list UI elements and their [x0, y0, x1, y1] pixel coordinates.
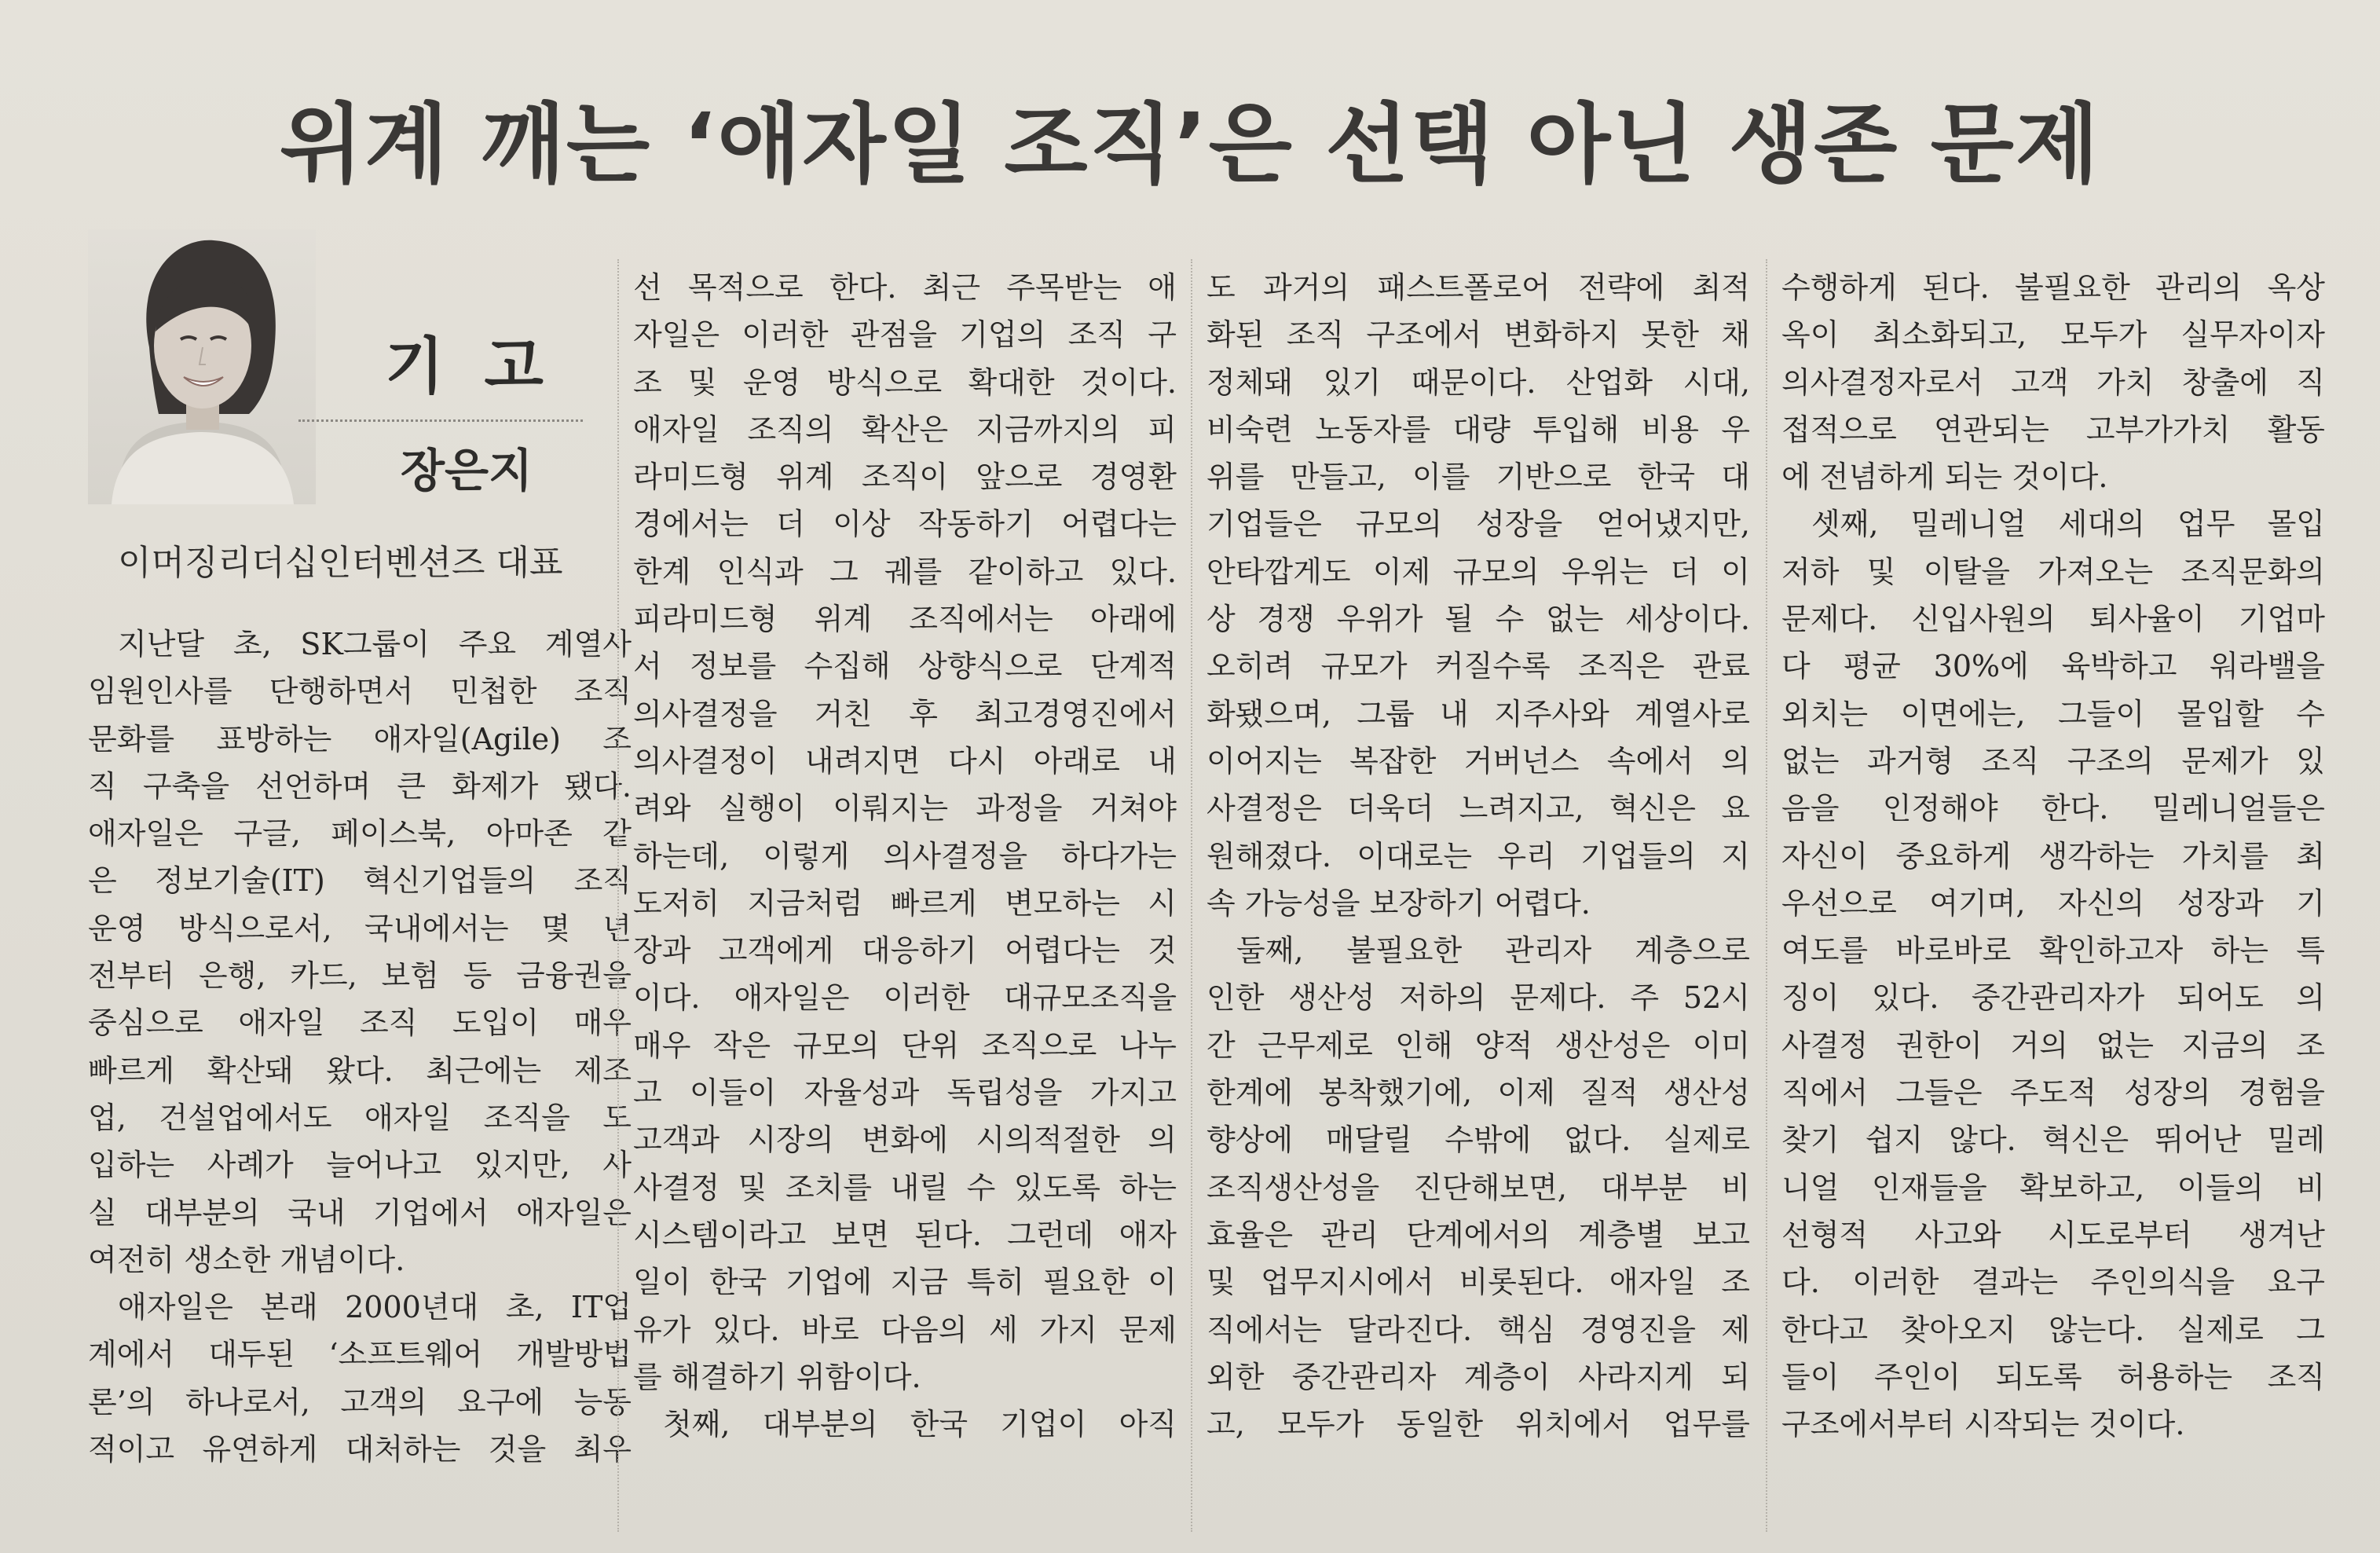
article-line: 매우 작은 규모의 단위 조직으로 나누	[633, 1027, 1177, 1063]
byline-label: 기 고	[385, 331, 553, 402]
article-line: 효율은 관리 단계에서의 계층별 보고	[1206, 1217, 1750, 1252]
headline: 위계 깨는 ‘애자일 조직’은 선택 아닌 생존 문제	[279, 94, 2101, 195]
article-line: 니얼 인재들을 확보하고, 이들의 비	[1781, 1170, 2325, 1205]
article-line: 중심으로 애자일 조직 도입이 매우	[88, 1005, 632, 1041]
article-line: 외치는 이면에는, 그들이 몰입할 수	[1781, 696, 2325, 731]
article-line: 찾기 쉽지 않다. 혁신은 뛰어난 밀레	[1781, 1123, 2325, 1158]
article-line: 수행하게 된다. 불필요한 관리의 옥상	[1781, 270, 2325, 305]
article-line: 직 구축을 선언하며 큰 화제가 됐다.	[88, 768, 632, 804]
article-line: 적이고 유연하게 대처하는 것을 최우	[88, 1432, 632, 1467]
article-line: 고객과 시장의 변화에 시의적절한 의	[633, 1123, 1177, 1158]
article-line: 여도를 바로바로 확인하고자 하는 특	[1781, 933, 2325, 969]
article-line: 둘째, 불필요한 관리자 계층으로	[1236, 933, 1750, 969]
article-line: 자신이 중요하게 생각하는 가치를 최	[1781, 838, 2325, 874]
article-line: 여전히 생소한 개념이다.	[88, 1242, 405, 1277]
article-line: 라미드형 위계 조직이 앞으로 경영환	[633, 460, 1177, 495]
article-line: 구조에서부터 시작되는 것이다.	[1781, 1407, 2185, 1442]
article-line: 사결정 권한이 거의 없는 지금의 조	[1781, 1027, 2325, 1063]
article-line: 들이 주인이 되도록 허용하는 조직	[1781, 1359, 2325, 1394]
article-line: 저하 및 이탈을 가져오는 조직문화의	[1781, 554, 2325, 589]
article-line: 하는데, 이렇게 의사결정을 하다가는	[633, 838, 1177, 874]
article-line: 업, 건설업에서도 애자일 조직을 도	[88, 1100, 632, 1135]
author-organization: 이머징리더십인터벤션즈 대표	[118, 543, 563, 583]
article-line: 원해졌다. 이대로는 우리 기업들의 지	[1206, 838, 1750, 874]
article-column-3	[1206, 264, 1750, 1448]
article-line: 셋째, 밀레니얼 세대의 업무 몰입	[1811, 507, 2325, 542]
article-line: 및 업무지시에서 비롯된다. 애자일 조	[1206, 1265, 1750, 1300]
article-line: 일이 한국 기업에 지금 특히 필요한 이	[633, 1265, 1177, 1300]
article-line: 징이 있다. 중간관리자가 되어도 의	[1781, 980, 2325, 1016]
article-line: 직에서 그들은 주도적 성장의 경험을	[1781, 1075, 2325, 1111]
article-line: 직에서는 달라진다. 핵심 경영진을 제	[1206, 1312, 1750, 1347]
article-line: 서 정보를 수집해 상향식으로 단계적	[633, 649, 1177, 684]
article-line: 접적으로 연관되는 고부가가치 활동	[1781, 412, 2325, 447]
article-line: 조직생산성을 진단해보면, 대부분 비	[1206, 1170, 1750, 1205]
author-name: 장은지	[401, 444, 533, 497]
article-line: 임원인사를 단행하면서 민첩한 조직	[88, 674, 632, 709]
article-line: 지난달 초, SK그룹이 주요 계열사	[118, 627, 632, 661]
article-line: 의사결정이 내려지면 다시 아래로 내	[633, 743, 1177, 778]
article-line: 이다. 애자일은 이러한 대규모조직을	[633, 980, 1177, 1016]
article-line: 다. 이러한 결과는 주인의식을 요구	[1781, 1265, 2325, 1300]
article-line: 계에서 대두된 ‘소프트웨어 개발방법	[88, 1337, 632, 1372]
article-line: 안타깝게도 이제 규모의 우위는 더 이	[1206, 554, 1750, 589]
article-line: 를 해결하기 위함이다.	[633, 1359, 921, 1394]
article-line: 실 대부분의 국내 기업에서 애자일은	[88, 1195, 632, 1230]
article-line: 문화를 표방하는 애자일(Agile) 조	[88, 721, 632, 756]
article-line: 인한 생산성 저하의 문제다. 주 52시	[1206, 980, 1750, 1016]
article-line: 기업들은 규모의 성장을 얻어냈지만,	[1206, 507, 1750, 542]
article-line: 음을 인정해야 한다. 밀레니얼들은	[1781, 791, 2325, 826]
article-line: 고, 모두가 동일한 위치에서 업무를	[1206, 1407, 1750, 1442]
article-line: 속 가능성을 보장하기 어렵다.	[1206, 885, 1591, 921]
article-column-2	[633, 264, 1177, 1448]
article-line: 자일은 이러한 관점을 기업의 조직 구	[633, 317, 1177, 353]
column-divider	[1766, 259, 1767, 1532]
article-line: 운영 방식으로서, 국내에서는 몇 년	[88, 910, 632, 946]
article-line: 한계에 봉착했기에, 이제 질적 생산성	[1206, 1075, 1750, 1111]
article-line: 화됐으며, 그룹 내 지주사와 계열사로	[1206, 696, 1750, 731]
column-divider	[1191, 259, 1192, 1532]
article-line: 경에서는 더 이상 작동하기 어렵다는	[633, 507, 1177, 542]
article-line: 상 경쟁 우위가 될 수 없는 세상이다.	[1206, 602, 1750, 637]
article-line: 시스템이라고 보면 된다. 그런데 애자	[633, 1217, 1177, 1252]
article-line: 의사결정자로서 고객 가치 창출에 직	[1781, 364, 2325, 400]
article-line: 입하는 사례가 늘어나고 있지만, 사	[88, 1148, 632, 1183]
article-line: 애자일은 구글, 페이스북, 아마존 같	[88, 816, 632, 852]
article-line: 선형적 사고와 시도로부터 생겨난	[1781, 1217, 2325, 1252]
article-line: 도저히 지금처럼 빠르게 변모하는 시	[633, 885, 1177, 921]
article-line: 도 과거의 패스트폴로어 전략에 최적	[1206, 270, 1750, 305]
article-line: 은 정보기술(IT) 혁신기업들의 조직	[88, 863, 632, 899]
article-line: 화된 조직 구조에서 변화하지 못한 채	[1206, 317, 1750, 353]
article-line: 의사결정을 거친 후 최고경영진에서	[633, 696, 1177, 731]
byline-divider	[298, 419, 583, 422]
article-line: 첫째, 대부분의 한국 기업이 아직	[663, 1407, 1177, 1442]
article-line: 선 목적으로 한다. 최근 주목받는 애	[633, 270, 1177, 305]
article-line: 사결정은 더욱더 느려지고, 혁신은 요	[1206, 791, 1750, 826]
article-line: 빠르게 확산돼 왔다. 최근에는 제조	[88, 1053, 632, 1088]
article-line: 유가 있다. 바로 다음의 세 가지 문제	[633, 1312, 1177, 1347]
article-line: 피라미드형 위계 조직에서는 아래에	[633, 602, 1177, 637]
article-line: 한계 인식과 그 궤를 같이하고 있다.	[633, 554, 1177, 589]
article-line: 우선으로 여기며, 자신의 성장과 기	[1781, 885, 2325, 921]
article-column-4	[1781, 264, 2325, 1448]
article-line: 이어지는 복잡한 거버넌스 속에서 의	[1206, 743, 1750, 778]
article-line: 문제다. 신입사원의 퇴사율이 기업마	[1781, 602, 2325, 637]
article-line: 애자일 조직의 확산은 지금까지의 피	[633, 412, 1177, 447]
article-line: 애자일은 본래 2000년대 초, IT업	[118, 1290, 632, 1325]
article-line: 외한 중간관리자 계층이 사라지게 되	[1206, 1359, 1750, 1394]
article-line: 한다고 찾아오지 않는다. 실제로 그	[1781, 1312, 2325, 1347]
article-line: 없는 과거형 조직 구조의 문제가 있	[1781, 743, 2325, 778]
article-column-1	[88, 621, 632, 1473]
article-line: 정체돼 있기 때문이다. 산업화 시대,	[1206, 364, 1750, 400]
article-line: 간 근무제로 인해 양적 생산성은 이미	[1206, 1027, 1750, 1063]
article-line: 오히려 규모가 커질수록 조직은 관료	[1206, 649, 1750, 684]
article-line: 전부터 은행, 카드, 보험 등 금융권을	[88, 958, 632, 994]
article-line: 사결정 및 조치를 내릴 수 있도록 하는	[633, 1170, 1177, 1205]
article-line: 다 평균 30%에 육박하고 워라밸을	[1781, 649, 2325, 684]
article-line: 옥이 최소화되고, 모두가 실무자이자	[1781, 317, 2325, 353]
article-line: 론’의 하나로서, 고객의 요구에 능동	[88, 1384, 632, 1419]
article-line: 려와 실행이 이뤄지는 과정을 거쳐야	[633, 791, 1177, 826]
article-line: 고 이들이 자율성과 독립성을 가지고	[633, 1075, 1177, 1111]
article-line: 에 전념하게 되는 것이다.	[1781, 460, 2108, 495]
author-photo	[88, 229, 316, 504]
article-line: 조 및 운영 방식으로 확대한 것이다.	[633, 364, 1177, 400]
article-line: 향상에 매달릴 수밖에 없다. 실제로	[1206, 1123, 1750, 1158]
article-line: 위를 만들고, 이를 기반으로 한국 대	[1206, 460, 1750, 495]
article-line: 장과 고객에게 대응하기 어렵다는 것	[633, 933, 1177, 969]
article-line: 비숙련 노동자를 대량 투입해 비용 우	[1206, 412, 1750, 447]
column-divider	[617, 259, 619, 1532]
